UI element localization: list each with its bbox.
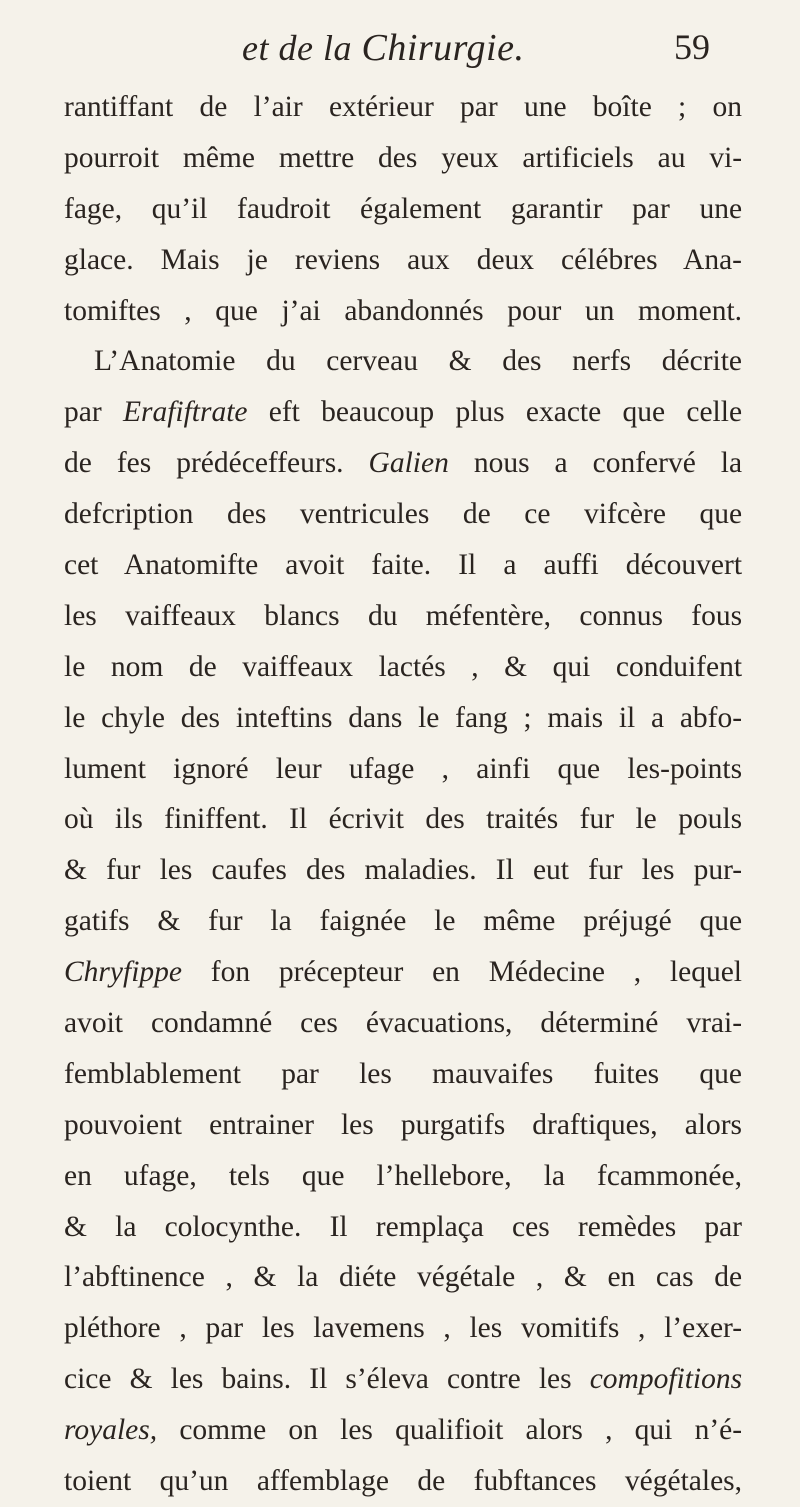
text-line: L’Anatomie du cerveau & des nerfs décrite: [94, 345, 743, 378]
running-title: [242, 26, 524, 70]
text-line: & fur les caufes des maladies. Il eut fur les pur-: [64, 854, 743, 887]
text-line: l’abftinence , & la diéte végétale , & en cas de: [64, 1261, 743, 1294]
text-line: defcription des ventricules de ce vifcère que: [64, 498, 743, 531]
text-line: gatifs & fur la faignée le même préjugé que: [64, 905, 743, 938]
text-line: les vaiffeaux blancs du méfentère, connus fous: [64, 599, 743, 632]
text-line: en ufage, tels que l’hellebore, la fcammonée,: [64, 1159, 742, 1192]
text-line: royales, comme on les qualifioit alors , qui n’é-: [64, 1414, 743, 1447]
text-line: cet Anatomifte avoit faite. Il a auffi découvert: [64, 549, 743, 582]
text-line: pourroit même mettre des yeux artificiels au vi-: [64, 141, 743, 174]
running-title-main: Chirurgie.: [361, 27, 525, 69]
body-text: [64, 82, 742, 1507]
text-line: le chyle des inteftins dans le fang ; mais il a abfo-: [64, 701, 743, 734]
text-line: Chryfippe fon précepteur en Médecine , lequel: [64, 956, 743, 989]
text-line: avoit condamné ces évacuations, déterminé vrai-: [64, 1007, 743, 1040]
text-line: femblablement par les mauvaifes fuites que: [64, 1057, 743, 1090]
text-line: toient qu’un affemblage de fubftances végétales,: [64, 1465, 743, 1498]
text-line: & la colocynthe. Il remplaça ces remèdes par: [64, 1210, 743, 1243]
text-line: où ils finiffent. Il écrivit des traités fur le pouls: [64, 803, 743, 836]
text-line: cice & les bains. Il s’éleva contre les compofitions: [64, 1363, 743, 1396]
page-number: 59: [674, 27, 710, 67]
text-line: de fes prédéceffeurs. Galien nous a confervé la: [64, 447, 743, 480]
text-line: pouvoient entrainer les purgatifs draftiques, alors: [64, 1108, 743, 1141]
text-line: glace. Mais je reviens aux deux célébres Ana-: [64, 243, 743, 276]
text-line: lument ignoré leur ufage , ainfi que les-points: [64, 752, 743, 785]
running-head: [60, 0, 742, 78]
text-line: par Erafiftrate eft beaucoup plus exacte que celle: [64, 396, 743, 429]
text-line: rantiffant de l’air extérieur par une boîte ; on: [64, 91, 742, 123]
text-line: fage, qu’il faudroit également garantir par une: [64, 192, 743, 225]
text-line: le nom de vaiffeaux lactés , & qui conduifent: [64, 650, 743, 683]
text-line: pléthore , par les lavemens , les vomitifs , l’exer-: [64, 1312, 743, 1345]
running-title-prefix: et de la: [242, 28, 362, 68]
text-line: tomiftes , que j’ai abandonnés pour un moment.: [64, 294, 743, 327]
